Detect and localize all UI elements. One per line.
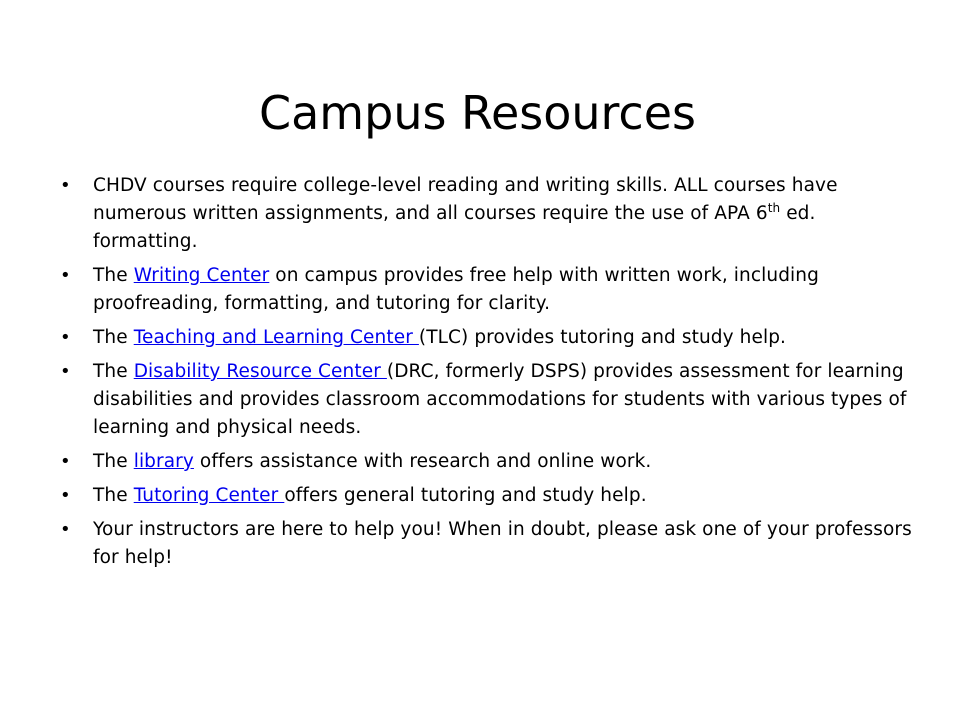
bullet-icon: • [60,361,71,382]
bullet-item-writing-center [60,262,920,318]
library-link[interactable]: library [133,451,194,472]
bullet-text: (DRC, formerly DSPS) provides assessment for learning disabilities and provides classroom accommodations for students with various types of learning and physical needs. [93,361,907,438]
bullet-icon: • [60,265,71,286]
bullet-icon: • [60,485,71,506]
bullet-text: The [93,451,134,472]
bullet-text: The [93,327,134,348]
bullet-text: Your instructors are here to help you! When in doubt, please ask one of your professors for help! [93,519,912,568]
bullet-item-tutoring-center [60,482,920,510]
bullet-text: on campus provides free help with written work, including proofreading, formatting, and tutoring for clarity. [93,265,819,314]
bullet-icon: • [60,175,71,196]
bullet-item-chdv-requirements [60,172,920,256]
slide-title: Campus Resources [259,86,696,140]
bullet-item-drc [60,358,920,442]
bullet-text: The [93,265,134,286]
tutoring-center-link[interactable]: Tutoring Center [133,485,285,506]
bullet-text: (TLC) provides tutoring and study help. [418,327,787,348]
bullet-text: offers general tutoring and study help. [284,485,647,506]
bullet-icon: • [60,327,71,348]
writing-center-link[interactable]: Writing Center [133,265,270,286]
bullet-text: CHDV courses require college-level reading and writing skills. ALL courses have numerous written assignments, and all courses require the use of APA 6 [93,175,838,224]
disability-resource-center-link[interactable]: Disability Resource Center [133,361,387,382]
bullet-text: The [93,485,134,506]
superscript-text: th [767,200,781,215]
bullet-item-library [60,448,920,476]
bullet-icon: • [60,519,71,540]
teaching-learning-center-link[interactable]: Teaching and Learning Center [133,327,419,348]
bullet-text: offers assistance with research and online work. [193,451,652,472]
bullet-icon: • [60,451,71,472]
bullet-item-tlc [60,324,920,352]
bullet-text: The [93,361,134,382]
bullet-item-instructors [60,516,920,572]
bullet-list [60,172,920,578]
bullet-text: ed. formatting. [93,203,816,252]
